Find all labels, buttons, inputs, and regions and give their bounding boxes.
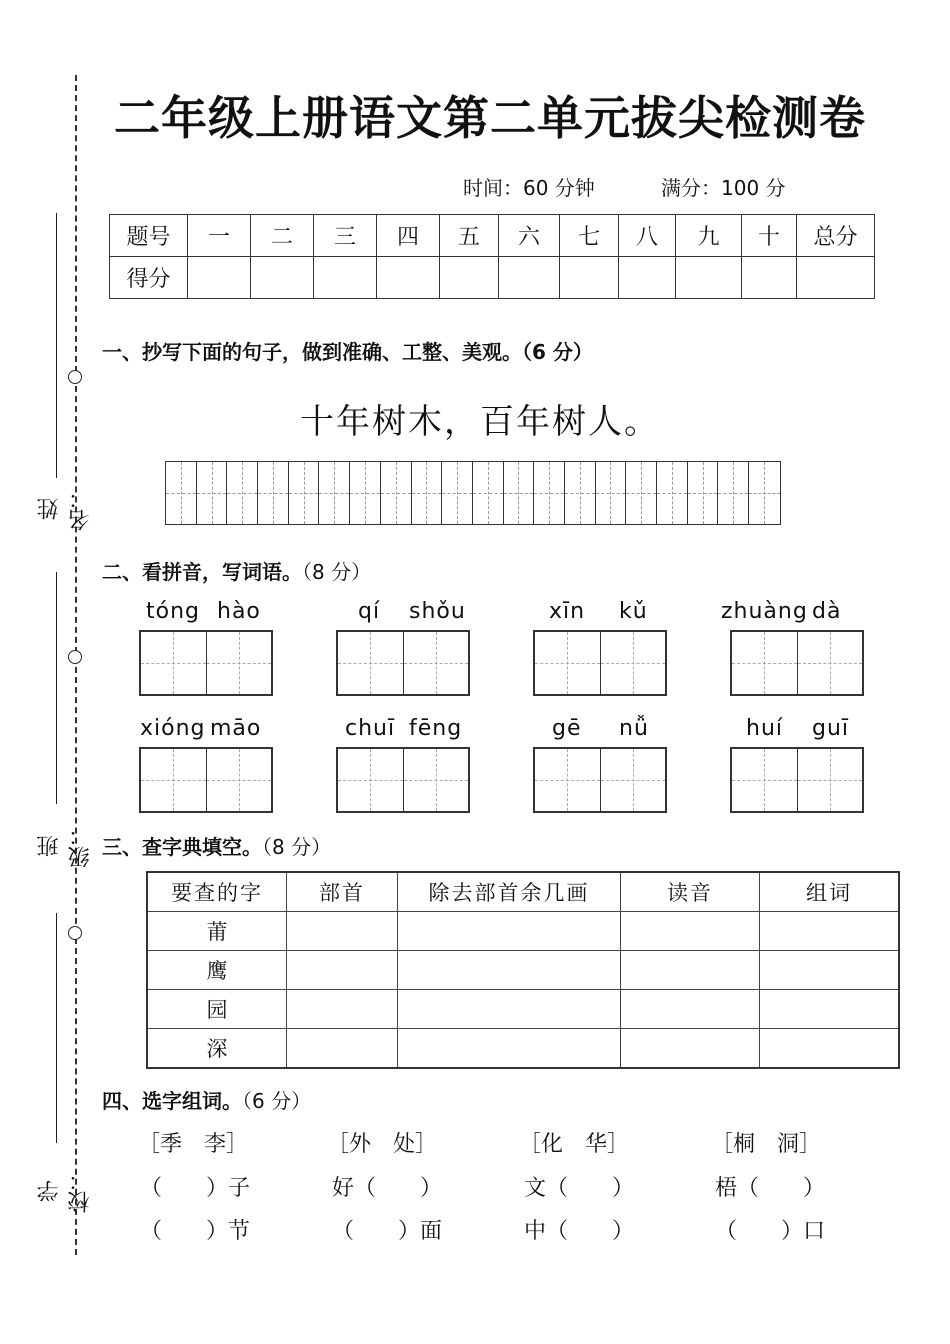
pinyin-syllable: kǔ [619, 599, 648, 624]
grid-cell[interactable] [688, 462, 719, 524]
answer-cell[interactable] [398, 1029, 621, 1069]
pinyin-syllable: qí [358, 599, 381, 624]
copy-sentence: 十年树木，百年树人。 [300, 402, 660, 442]
score-row-label: 得分 [110, 257, 188, 299]
pinyin-syllable: hào [217, 599, 261, 624]
grid-cell[interactable] [258, 462, 289, 524]
answer-cell[interactable] [287, 951, 398, 990]
grid-cell[interactable] [350, 462, 381, 524]
score-header-cell: 一 [188, 215, 251, 257]
fill-blank[interactable]: （ ）面 [332, 1219, 443, 1244]
answer-cell[interactable] [621, 990, 760, 1029]
fill-blank[interactable]: 好（ ） [332, 1176, 443, 1201]
score-cell[interactable] [742, 257, 797, 299]
full-score: 满分：100 分 [661, 176, 786, 200]
section3-title: 三、查字典填空。 [102, 835, 262, 859]
answer-cell[interactable] [621, 951, 760, 990]
pinyin-syllable: xióng [140, 716, 206, 741]
section1-score: （6 分） [522, 340, 593, 364]
grid-cell[interactable] [197, 462, 228, 524]
time-limit: 时间：60 分钟 [463, 176, 595, 200]
score-cell[interactable] [188, 257, 251, 299]
score-cell[interactable] [440, 257, 499, 299]
lookup-char: 莆 [147, 912, 287, 951]
pinyin-syllable: chuī [345, 716, 396, 741]
answer-cell[interactable] [760, 951, 900, 990]
answer-cell[interactable] [287, 1029, 398, 1069]
choice-pair: ［化 华］ [519, 1132, 630, 1157]
dict-column-header: 要查的字 [147, 872, 287, 912]
score-cell[interactable] [377, 257, 440, 299]
section4-heading [102, 1085, 311, 1114]
choice-pair: ［外 处］ [327, 1132, 438, 1157]
dictionary-header-row [147, 872, 899, 912]
section3-score: （8 分） [262, 835, 332, 859]
section4-score: （6 分） [242, 1089, 312, 1113]
class-label: 班级： [37, 824, 93, 868]
answer-cell[interactable] [398, 912, 621, 951]
name-line [56, 213, 57, 478]
fill-blank[interactable]: 梧（ ） [715, 1176, 826, 1201]
fill-blank[interactable]: （ ）口 [715, 1219, 826, 1244]
word-writing-box[interactable] [336, 630, 470, 696]
section2-heading [102, 556, 371, 585]
score-cell[interactable] [314, 257, 377, 299]
word-writing-box[interactable] [730, 747, 864, 813]
lookup-char: 鹰 [147, 951, 287, 990]
word-writing-box[interactable] [139, 747, 273, 813]
score-header-cell: 六 [499, 215, 560, 257]
lookup-char: 深 [147, 1029, 287, 1069]
binding-hole [68, 370, 82, 384]
section2-score: （8 分） [302, 560, 372, 584]
grid-cell[interactable] [596, 462, 627, 524]
name-label: 姓名： [37, 487, 93, 531]
grid-cell[interactable] [534, 462, 565, 524]
page-title: 二年级上册语文第二单元拔尖检测卷 [114, 91, 866, 145]
word-writing-box[interactable] [533, 630, 667, 696]
table-row [147, 912, 899, 951]
score-header-cell: 七 [560, 215, 619, 257]
table-row [147, 951, 899, 990]
pinyin-syllable: dà [812, 599, 842, 624]
grid-cell[interactable] [412, 462, 443, 524]
grid-cell[interactable] [319, 462, 350, 524]
class-line [56, 572, 57, 804]
grid-cell[interactable] [289, 462, 320, 524]
school-line [56, 913, 57, 1143]
score-row [110, 257, 875, 299]
score-cell[interactable] [560, 257, 619, 299]
grid-cell[interactable] [718, 462, 749, 524]
fill-blank[interactable]: 中（ ） [524, 1219, 635, 1244]
answer-cell[interactable] [398, 990, 621, 1029]
section1-heading [102, 336, 593, 365]
word-writing-box[interactable] [533, 747, 667, 813]
score-cell[interactable] [251, 257, 314, 299]
grid-cell[interactable] [227, 462, 258, 524]
school-label: 学校： [37, 1169, 93, 1213]
table-row [147, 1029, 899, 1069]
answer-cell[interactable] [621, 912, 760, 951]
copy-writing-grid[interactable] [165, 461, 781, 525]
word-writing-box[interactable] [336, 747, 470, 813]
answer-cell[interactable] [287, 912, 398, 951]
dict-column-header: 部首 [287, 872, 398, 912]
grid-cell[interactable] [442, 462, 473, 524]
table-row [147, 990, 899, 1029]
dict-column-header: 组词 [760, 872, 900, 912]
grid-cell[interactable] [657, 462, 688, 524]
pinyin-syllable: fēng [409, 716, 463, 741]
binding-hole [68, 926, 82, 940]
dict-column-header: 除去部首余几画 [398, 872, 621, 912]
score-header-cell: 五 [440, 215, 499, 257]
section3-heading [102, 831, 331, 860]
score-cell[interactable] [797, 257, 875, 299]
pinyin-syllable: nǚ [619, 716, 649, 741]
answer-cell[interactable] [760, 912, 900, 951]
grid-cell[interactable] [626, 462, 657, 524]
grid-cell[interactable] [166, 462, 197, 524]
score-header-cell: 八 [619, 215, 676, 257]
pinyin-syllable: māo [210, 716, 262, 741]
pinyin-syllable: shǒu [409, 599, 466, 624]
pinyin-syllable: zhuàng [721, 599, 808, 624]
word-writing-box[interactable] [730, 630, 864, 696]
pinyin-syllable: tóng [146, 599, 200, 624]
fill-blank[interactable]: 文（ ） [524, 1176, 635, 1201]
score-cell[interactable] [619, 257, 676, 299]
binding-dashed-line [75, 75, 77, 1255]
score-cell[interactable] [499, 257, 560, 299]
score-table [109, 214, 875, 299]
grid-cell[interactable] [473, 462, 504, 524]
choice-pair: ［桐 洞］ [711, 1132, 822, 1157]
dict-column-header: 读音 [621, 872, 760, 912]
score-header-cell: 二 [251, 215, 314, 257]
grid-cell[interactable] [381, 462, 412, 524]
score-header-cell: 题号 [110, 215, 188, 257]
pinyin-syllable: gē [552, 716, 582, 741]
binding-hole [68, 650, 82, 664]
answer-cell[interactable] [760, 990, 900, 1029]
score-header-cell: 九 [676, 215, 742, 257]
dictionary-table [146, 871, 900, 1069]
section1-title: 一、抄写下面的句子，做到准确、工整、美观。 [102, 340, 522, 364]
section2-title: 二、看拼音，写词语。 [102, 560, 302, 584]
answer-cell[interactable] [398, 951, 621, 990]
choice-pair: ［季 李］ [138, 1132, 249, 1157]
answer-cell[interactable] [621, 1029, 760, 1069]
pinyin-syllable: guī [812, 716, 850, 741]
score-header-cell: 四 [377, 215, 440, 257]
answer-cell[interactable] [760, 1029, 900, 1069]
section4-title: 四、选字组词。 [102, 1089, 242, 1113]
lookup-char: 园 [147, 990, 287, 1029]
score-cell[interactable] [676, 257, 742, 299]
answer-cell[interactable] [287, 990, 398, 1029]
score-header-row [110, 215, 875, 257]
grid-cell[interactable] [504, 462, 535, 524]
pinyin-syllable: xīn [549, 599, 586, 624]
fill-blank[interactable]: （ ）子 [140, 1176, 251, 1201]
score-header-cell: 总分 [797, 215, 875, 257]
fill-blank[interactable]: （ ）节 [140, 1219, 251, 1244]
score-header-cell: 十 [742, 215, 797, 257]
score-header-cell: 三 [314, 215, 377, 257]
grid-cell[interactable] [565, 462, 596, 524]
word-writing-box[interactable] [139, 630, 273, 696]
grid-cell[interactable] [749, 462, 780, 524]
pinyin-syllable: huí [746, 716, 783, 741]
